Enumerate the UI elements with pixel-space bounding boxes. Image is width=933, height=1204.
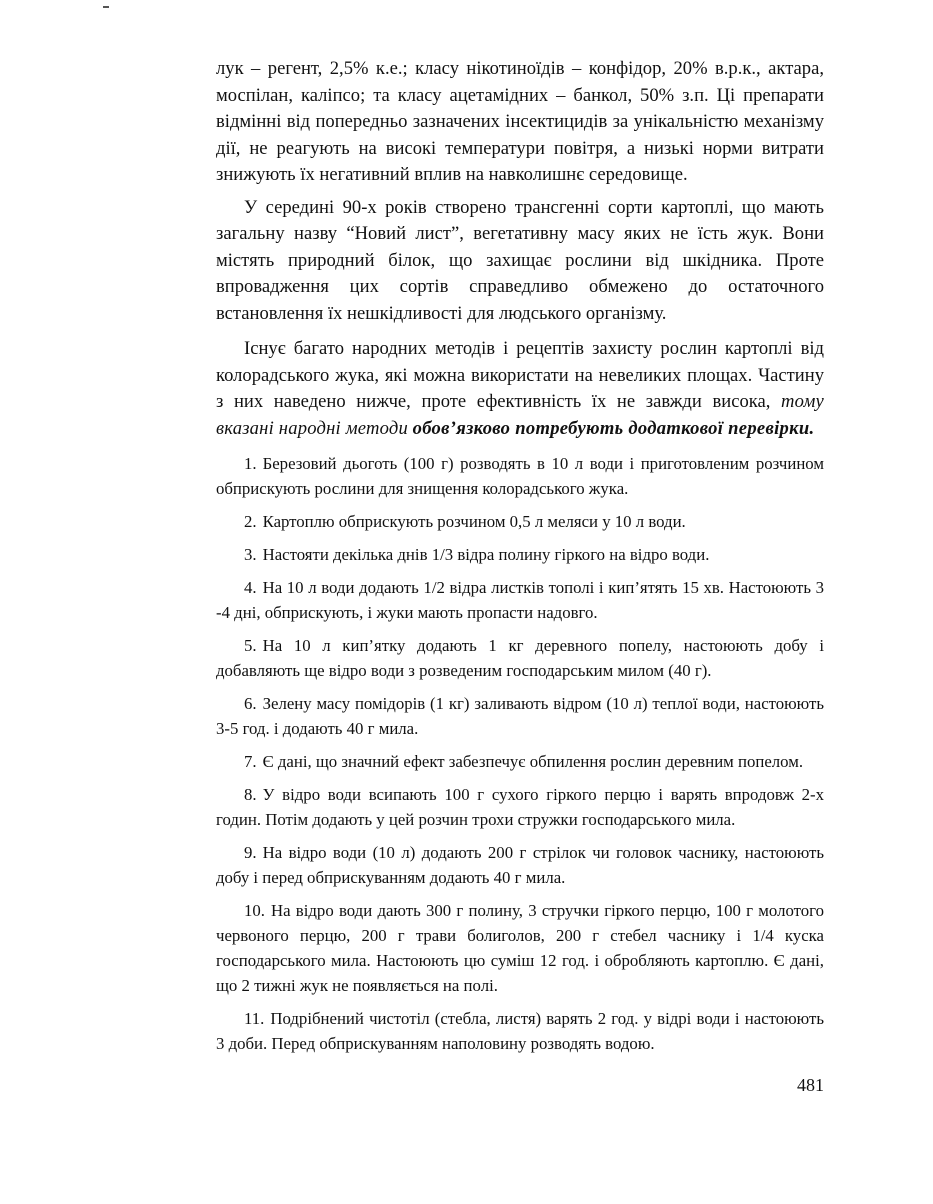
item-text: Зелену масу помідорів (1 кг) заливають відром (10 л) теплої води, настоюють 3-5 год. і додають 40 г мила. [216, 694, 824, 738]
item-number: 10. [244, 901, 265, 920]
item-number: 3. [244, 545, 257, 564]
list-item [216, 782, 824, 832]
item-text: На відро води (10 л) додають 200 г стрілок чи головок часнику, настоюють добу і перед обприскуванням додають 40 г мила. [216, 843, 824, 887]
item-number: 4. [244, 578, 257, 597]
item-text: Подрібнений чистотіл (стебла, листя) варять 2 год. у відрі води і настоюють 3 доби. Перед обприскуванням наполовину розводять водою. [216, 1009, 824, 1053]
paragraph-continuation: лук – регент, 2,5% к.е.; класу нікотиноїдів – конфідор, 20% в.р.к., актара, моспілан, каліпсо; та класу ацетамідних – банкол, 50% з.п. Ці препарати відмінні від попередньо зазначених інсектицидів за унікальністю механізму дії, не реагують на високі температури повітря, а низькі норми витрати знижують їх негативний вплив на навколишнє середовище. [216, 58, 824, 185]
list-item [216, 840, 824, 890]
list-item [216, 1006, 824, 1056]
item-text: Березовий дьоготь (100 г) розводять в 10 л води і приготовленим розчином обприскують рослини для знищення колорадського жука. [216, 454, 824, 498]
item-text: На відро води дають 300 г полину, 3 стручки гіркого перцю, 100 г молотого червоного перцю, 200 г трави болиголов, 200 г стебел часнику і 1/4 куска господарського мила. Настоюють цю суміш 12 год. і обробляють картоплю. Є дані, що 2 тижні жук не появляється на полі. [216, 901, 824, 995]
scan-mark [103, 6, 109, 8]
item-number: 1. [244, 454, 257, 473]
paragraph-folk-methods [216, 336, 824, 442]
list-item [216, 575, 824, 625]
folk-methods-text: Існує багато народних методів і рецептів захисту рослин картоплі від колорадського жука, які можна використати на невеликих площах. Частину з них наведено нижче, проте ефективність їх не завжди висока, [216, 338, 824, 412]
item-number: 5. [244, 636, 257, 655]
list-item [216, 749, 824, 774]
item-number: 11. [244, 1009, 265, 1028]
list-item [216, 898, 824, 998]
page-number: 481 [797, 1075, 824, 1095]
paragraph-transgenic-varieties: У середині 90-х років створено трансгенні сорти картоплі, що мають загальну назву “Новий лист”, вегетативну масу яких не їсть жук. Вони містять природний білок, що захищає рослини від шкідника. Проте впровадження цих сортів справедливо обмежено до остаточного встановлення їх нешкідливості для людського організму. [216, 196, 824, 324]
list-item [216, 451, 824, 501]
body-text [216, 56, 824, 1064]
item-number: 7. [244, 752, 257, 771]
folk-methods-italic: тому вказані народні методи [216, 391, 824, 439]
item-number: 9. [244, 843, 257, 862]
item-number: 2. [244, 512, 257, 531]
item-text: На 10 л води додають 1/2 відра листків тополі і кип’ятять 15 хв. Настоюють 3 -4 дні, обприскують, і жуки мають пропасти надовго. [216, 578, 824, 622]
item-text: На 10 л кип’ятку додають 1 кг деревного попелу, настоюють добу і добавляють ще відро води з розведеним господарським милом (40 г). [216, 636, 824, 680]
item-number: 8. [244, 785, 257, 804]
folk-methods-emphasis: обов’язково потребують додаткової перевірки. [412, 417, 815, 439]
list-item [216, 633, 824, 683]
item-number: 6. [244, 694, 257, 713]
item-text: Картоплю обприскують розчином 0,5 л меляси у 10 л води. [262, 512, 686, 531]
item-text: Настояти декілька днів 1/3 відра полину гіркого на відро води. [262, 545, 710, 564]
list-item [216, 509, 824, 534]
item-text: Є дані, що значний ефект забезпечує обпилення рослин деревним попелом. [262, 752, 804, 771]
recipe-list [216, 451, 824, 1056]
item-text: У відро води всипають 100 г сухого гіркого перцю і варять впродовж 2-х годин. Потім додають у цей розчин трохи стружки господарського мила. [216, 785, 824, 829]
list-item [216, 542, 824, 567]
list-item [216, 691, 824, 741]
